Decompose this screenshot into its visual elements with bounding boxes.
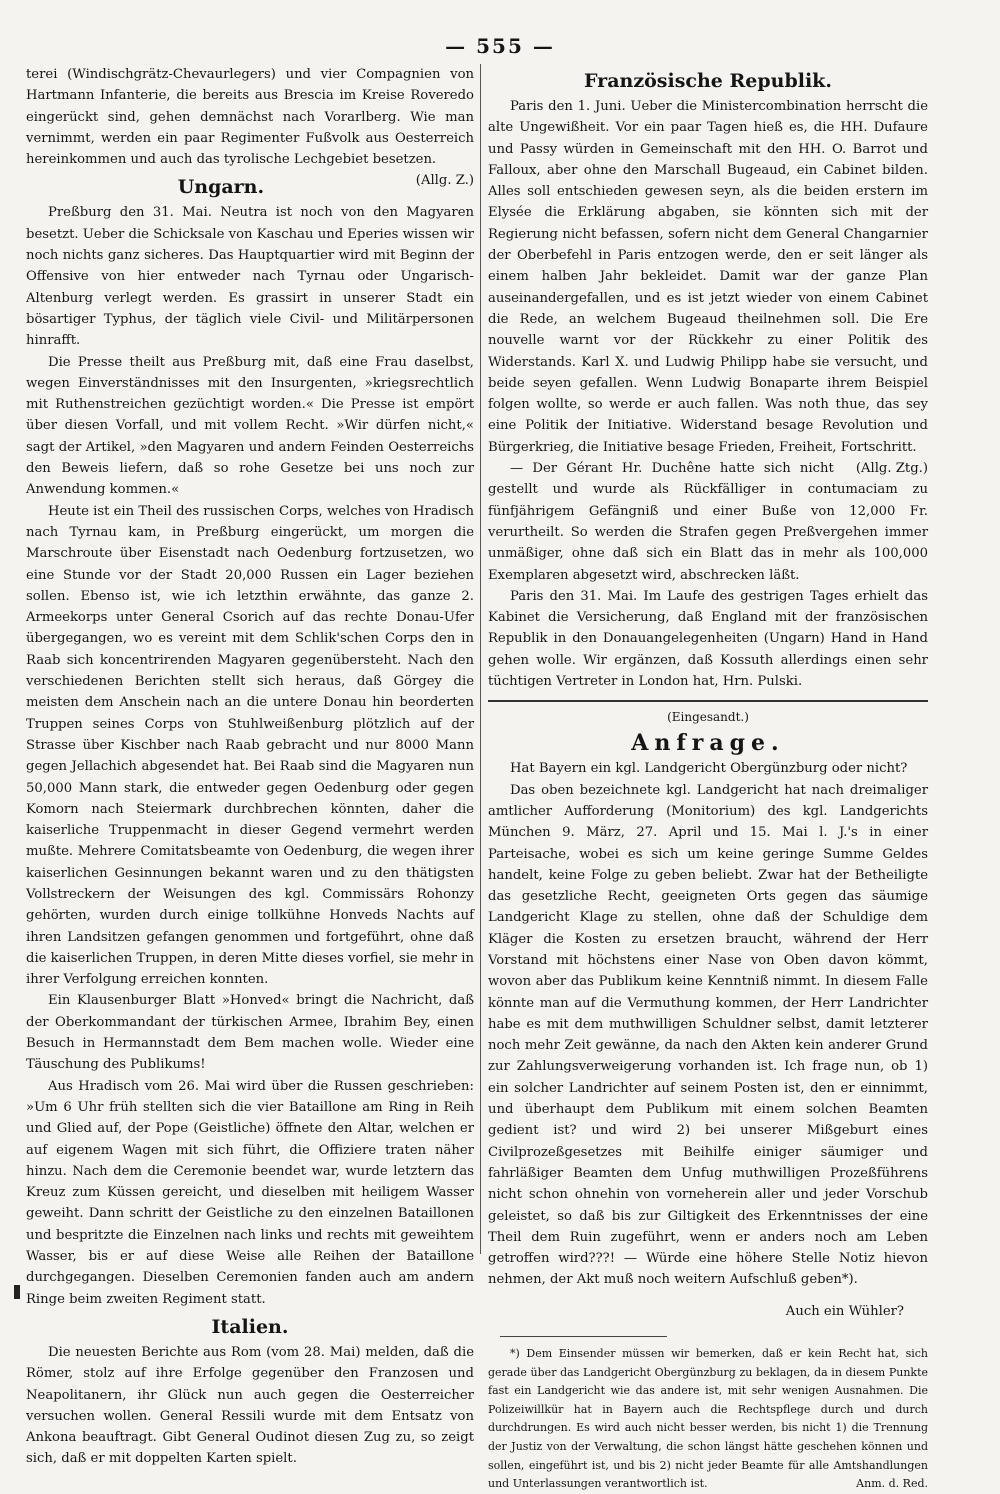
footnote-rule <box>500 1336 667 1337</box>
article-hradisch: Aus Hradisch vom 26. Mai wird über die Russen geschrieben: »Um 6 Uhr früh stellten sich die vier Bataillone am Ring in Reih und Glied auf, der Pope (Geistliche) öffnete den Altar, welchen er auf eigenem Wagen mit sich führt, die Offiziere traten näher hinzu. Nach dem die Ceremonie beendet war, wurde letztern das Kreuz zum Küssen gereicht, und dieselben mit heiligem Wasser geweiht. Dann schritt der Geistliche zu den einzelnen Bataillonen und bespritzte die Einzelnen nach links und rechts mit geweihtem Wasser, bis er auf diese Weise alle Reihen der Bataillone durchgegangen. Dieselben Ceremonien fanden auch am andern Ringe beim zweiten Regiment statt. <box>26 1078 474 1307</box>
footnote-text: *) Dem Einsender müssen wir bemerken, daß er kein Recht hat, sich gerade über das Landgericht Obergünzburg zu beklagen, da in diesem Punkte fast ein Landgericht wie das andere ist, mit sehr wenigen Ausnahmen. Die Polizeiwillkür hat in Bayern auch die Rechtspflege durch und durch durchdrungen. Es wird auch nicht besser werden, bis nicht 1) die Trennung der Justiz von der Verwaltung, die schon längst hätte geschehen können und sollen, eingeführt ist, und bis 2) nicht jeder Beamte für alle Amtshandlungen und Unterlassungen verantwortlich ist. <box>488 1347 928 1491</box>
section-rule <box>488 700 928 702</box>
article-text: Paris den 1. Juni. Ueber die Ministercombination herrscht die alte Ungewißheit. Vor ein paar Tagen hieß es, die HH. Dufaure und Passy würden in Gemeinschaft mit den HH. O. Barrot und Falloux, aber ohne den Marschall Bugeaud, ein Cabinet bilden. Alles soll entschieden gewesen seyn, als die beiden erstern im Elysée die Erklärung abgaben, sie könnten sich mit der Regierung nicht befassen, sofern nicht dem General Changarnier der Oberbefehl in Paris entzogen werde, den er seit länger als einem halben Jahr bekleidet. Damit war der ganze Plan auseinandergefallen, und es ist jetzt wieder von einem Cabinet die Rede, an welchem Bugeaud theilnehmen soll. Die Ere nouvelle warnt vor der Rückkehr zu einer Politik des Widerstands. Karl X. und Ludwig Philipp habe sie versucht, und beide seyen gefallen. Wenn Ludwig Bonaparte ihrem Beispiel folgen wollte, so werde er auch fallen. Was noth thue, das sey eine Politik der Initiative. Widerstand besage Revolution und Bürgerkrieg, die Initiative besage Frieden, Freiheit, Fortschritt. <box>488 99 928 455</box>
eingesandt-label: (Eingesandt.) <box>667 710 749 725</box>
article-paris-may: Paris den 31. Mai. Im Laufe des gestrigen Tages erhielt das Kabinet die Versicherung, daß England mit der französischen Republik in den Donauangelegenheiten (Ungarn) Hand in Hand gehen wolle. Wir ergänzen, daß Kossuth allerdings einen sehr tüchtigen Vertreter in London hat, Hrn. Pulski. <box>488 588 928 690</box>
section-heading-italien: Italien. <box>211 1315 289 1338</box>
print-mark <box>14 1285 20 1299</box>
page-number: — 555 — <box>445 34 555 58</box>
footnote <box>488 1345 928 1494</box>
source-citation: (Allg. Ztg.) <box>855 461 928 477</box>
article-presse: Die Presse theilt aus Preßburg mit, daß eine Frau daselbst, wegen Einverständnisses mit den Insurgenten, »kriegsrechtlich mit Ruthenstreichen gezüchtigt worden.« Die Presse ist empört über diesen Vorfall, und mit vollem Recht. »Wir dürfen nicht,« sagt der Artikel, »den Magyaren und andern Feinden Oesterreichs den Beweis liefern, daß so rohe Gesetze bei uns noch zur Anwendung kommen.« <box>26 354 474 498</box>
left-column <box>26 64 474 1470</box>
right-column <box>488 64 928 1494</box>
article-rom: Die neuesten Berichte aus Rom (vom 28. Mai) melden, daß die Römer, stolz auf ihre Erfolge gegenüber den Franzosen und Neapolitanern, ihr Glück nun auch gegen die Oesterreicher versuchen wollen. General Ressili wurde mit dem Entsatz von Ankona beauftragt. Gibt General Oudinot diesen Zug zu, so zeigt sich, daß er mit doppelten Karten spielt. <box>26 1344 474 1467</box>
anfrage-signature: Auch ein Wühler? <box>785 1303 904 1319</box>
article-pressburg: Preßburg den 31. Mai. Neutra ist noch von den Magyaren besetzt. Ueber die Schicksale von Kaschau und Eperies wissen wir noch nichts ganz sicheres. Das Hauptquartier wird mit Beginn der Offensive von hier entweder nach Tyrnau oder Ungarisch-Altenburg verlegt werden. Es grassirt in unserer Stadt ein bösartiger Typhus, der täglich viele Civil- und Militärpersonen hinrafft. <box>26 205 474 349</box>
anfrage-body: Das oben bezeichnete kgl. Landgericht hat nach dreimaliger amtlicher Aufforderung (Monitorium) des kgl. Landgerichts München 9. März, 27. April und 15. Mai l. J.'s in einer Parteisache, wobei es sich um keine geringe Summe Geldes handelt, keine Folge zu geben beliebt. Zwar hat der Betheiligte das gesetzliche Recht, geeigneten Orts gegen das säumige Landgericht Klage zu stellen, ohne daß der Schuldige dem Kläger die Kosten zu ersetzen braucht, während der Herr Vorstand mit höchstens einer Nase von Oben davon kömmt, wovon aber das Publikum keine Kenntniß nimmt. In diesem Falle könnte man auf die Vermuthung kommen, der Herr Landrichter habe es mit dem muthwilligen Schuldner selbst, damit letzterer noch mehr Zeit gewänne, da nach den Akten kein anderer Grund zur Zahlungsverweigerung vorhanden ist. Ich frage nun, ob 1) ein solcher Landrichter auf seinem Posten ist, den er einnimmt, und überhaupt dem Publikum mit einem solchen Beamten gedient ist? und wird 2) bei unserer Mißgeburt eines Civilprozeßgesetzes mit Beihilfe einiger säumiger und fahrläßiger Beamten dem Unfug muthwilligen Prozeßführens nicht schon ohnehin von vorneherein aller und jeder Vorschub geleistet, so daß bis zur Giltigkeit des Erkenntnisses der eine Theil dem Ruin zugeführt, wenn er anders noch am Leben getroffen wird???! — Würde eine höhere Stelle Notiz hievon nehmen, der Akt muß noch weitern Aufschluß geben*). <box>488 782 928 1288</box>
section-heading-france: Französische Republik. <box>584 70 832 92</box>
article-russian-corps: Heute ist ein Theil des russischen Corps, welches von Hradisch nach Tyrnau kam, in Preßburg eingerückt, um morgen die Marschroute über Eisenstadt nach Oedenburg fortzusetzen, wo eine Stunde vor der Stadt 20,000 Russen ein Lager beziehen sollen. Ebenso ist, wie ich letzthin erwähnte, das ganze 2. Armeekorps unter General Csorich auf das rechte Donau-Ufer übergegangen, wo es vereint mit dem Schlik'schen Corps den in Raab sich koncentrirenden Magyaren gegenübersteht. Nach den verschiedenen Berichten stellt sich heraus, daß Görgey die meisten dem Anschein nach an die untere Donau hin beorderten Truppen seines Corps von Stuhlweißenburg plötzlich auf der Strasse über Kischber nach Raab gebracht und nur 8000 Mann gegen Jellachich abgesendet hat. Bei Raab sind die Magyaren nun 50,000 Mann stark, die entweder gegen Oedenburg oder gegen Komorn nach Steiermark durchbrechen könnten, daher die kaiserliche Truppenmacht in dieser Gegend vermehrt werden mußte. Mehrere Comitatsbeamte von Oedenburg, die wegen ihrer kaiserlichen Gesinnungen bekannt waren und zu den thätigsten Vollstreckern der Weisungen des kgl. Commissärs Rohonzy gehörten, wurden durch einige tollkühne Honveds Nachts auf ihren Landsitzen gefangen genommen und fortgeführt, ohne daß die kaiserlichen Truppen, in deren Mitte dieses vorfiel, sie mehr in ihrer Verfolgung erreichen konnten. <box>26 503 474 988</box>
anfrage-question: Hat Bayern ein kgl. Landgericht Obergünzburg oder nicht? <box>510 761 908 777</box>
article-honved: Ein Klausenburger Blatt »Honved« bringt die Nachricht, daß der Oberkommandant der türkischen Armee, Ibrahim Bey, einen Besuch in Hermannstadt dem Bem machen wolle. Wieder eine Täuschung des Publikums! <box>26 993 474 1073</box>
article-paris-june <box>488 96 928 477</box>
section-heading-anfrage: Anfrage. <box>631 730 785 757</box>
footnote-signature: Anm. d. Red. <box>856 1477 928 1491</box>
column-divider <box>480 64 481 1254</box>
section-heading-ungarn: Ungarn. <box>177 176 265 199</box>
article-duchene: — Der Gérant Hr. Duchêne hatte sich nicht gestellt und wurde als Rückfälliger in contumaciam zu fünfjährigem Gefängniß und einer Buße von 12,000 Fr. verurtheilt. So werden die Strafen gegen Preßvergehen immer unmäßiger, ohne daß sich ein Blatt das in mehr als 100,000 Exemplaren abgesetzt wird, abschrecken läßt. <box>488 461 928 583</box>
source-citation: (Allg. Z.) <box>415 173 474 189</box>
article-text: terei (Windischgrätz-Chevaurlegers) und vier Compagnien von Hartmann Infanterie, die bereits aus Brescia im Kreise Roveredo eingerückt sind, gehen demnächst nach Vorarlberg. Wie man vernimmt, werden ein paar Regimenter Fußvolk aus Oesterreich hereinkommen und auch das tyrolische Lechgebiet besetzen. <box>26 67 474 168</box>
